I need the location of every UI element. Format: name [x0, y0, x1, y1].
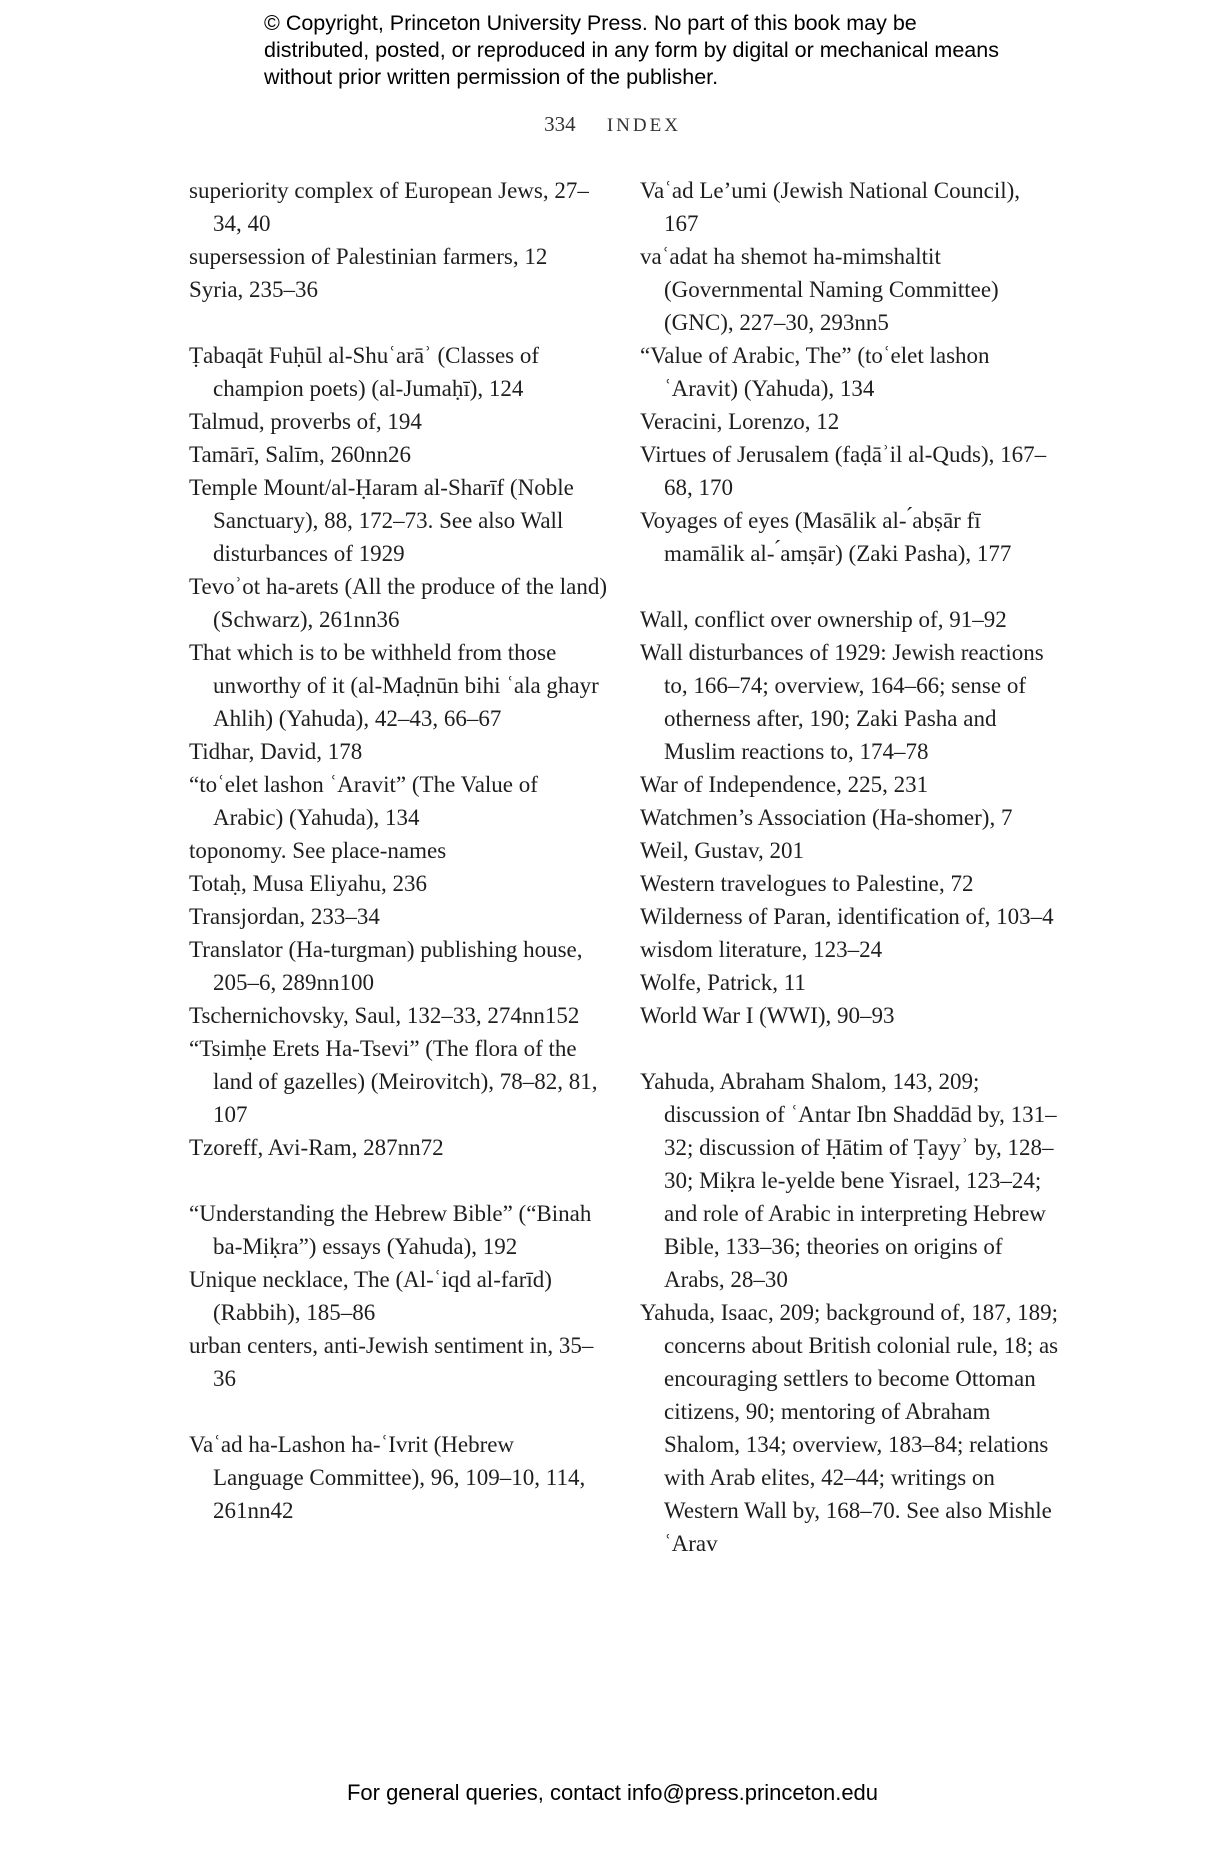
index-entry: Unique necklace, The (Al-ʿiqd al-farīd) (Rabbih), 185–86: [189, 1267, 552, 1325]
index-entry: Talmud, proverbs of, 194: [189, 409, 422, 434]
index-entry: World War I (WWI), 90–93: [640, 1003, 895, 1028]
index-entry: Syria, 235–36: [189, 277, 319, 302]
index-entry: Voyages of eyes (Masālik al- ́abṣār fī mamālik al- ́amṣār) (Zaki Pasha), 177: [640, 508, 1012, 566]
letter-group-gap: [189, 306, 609, 339]
index-entry: urban centers, anti-Jewish sentiment in, 35–36: [189, 1333, 594, 1391]
index-entry: Vaʿad ha-Lashon ha-ʿIvrit (Hebrew Language Committee), 96, 109–10, 114, 261nn42: [189, 1432, 586, 1523]
index-entry: Translator (Ha-turgman) publishing house, 205–6, 289nn100: [189, 937, 583, 995]
index-entry: “Understanding the Hebrew Bible” (“Binah ba-Miḳra”) essays (Yahuda), 192: [189, 1201, 592, 1259]
index-entry: Wall disturbances of 1929: Jewish reactions to, 166–74; overview, 164–66; sense of otherness after, 190; Zaki Pasha and Muslim reactions to, 174–78: [640, 640, 1044, 764]
letter-group-gap: [640, 570, 1060, 603]
index-entry: vaʿadat ha shemot ha-mimshaltit (Governmental Naming Committee) (GNC), 227–30, 293nn5: [640, 244, 999, 335]
index-entry: Tidhar, David, 178: [189, 739, 363, 764]
index-entry: War of Independence, 225, 231: [640, 772, 929, 797]
index-column-right: [640, 174, 1060, 1560]
index-entry: “Tsimḥe Erets Ha-Tsevi” (The flora of the land of gazelles) (Meirovitch), 78–82, 81, 107: [189, 1036, 598, 1127]
index-entry: superiority complex of European Jews, 27–34, 40: [189, 178, 589, 236]
index-entry: Watchmen’s Association (Ha-shomer), 7: [640, 805, 1013, 830]
letter-group-gap: [189, 1395, 609, 1428]
index-entry: toponomy. See place-names: [189, 838, 447, 863]
index-entry: Wilderness of Paran, identification of, 103–4: [640, 904, 1054, 929]
index-entry: Yahuda, Isaac, 209; background of, 187, 189; concerns about British colonial rule, 18; as encouraging settlers to become Ottoman citizens, 90; mentoring of Abraham Shalom, 134; overview, 183–84; relations with Arab elites, 42–44; writings on Western Wall by, 168–70. See also Mishle ʿArav: [640, 1300, 1059, 1556]
letter-group-gap: [640, 1032, 1060, 1065]
footer-contact: For general queries, contact info@press.princeton.edu: [346, 1780, 879, 1805]
index-entry: Temple Mount/al-Ḥaram al-Sharīf (Noble Sanctuary), 88, 172–73. See also Wall disturbances of 1929: [189, 475, 574, 566]
index-entry: Totaḥ, Musa Eliyahu, 236: [189, 871, 427, 896]
letter-group-gap: [189, 1164, 609, 1197]
copyright-notice: © Copyright, Princeton University Press. No part of this book may be distributed, posted, or reproduced in any form by digital or mechanical means without prior written permission of the publisher.: [264, 11, 999, 89]
index-entry: “Value of Arabic, The” (toʿelet lashon ʿAravit) (Yahuda), 134: [640, 343, 990, 401]
index-entry: Ṭabaqāt Fuḥūl al-Shuʿarāʾ (Classes of champion poets) (al-Jumaḥī), 124: [189, 343, 540, 401]
index-entry: Wolfe, Patrick, 11: [640, 970, 806, 995]
index-entry: Tzoreff, Avi-Ram, 287nn72: [189, 1135, 444, 1160]
index-entry: Virtues of Jerusalem (faḍāʾil al-Quds), 167–68, 170: [640, 442, 1047, 500]
index-entry: Tevoʾot ha-arets (All the produce of the land) (Schwarz), 261nn36: [189, 574, 607, 632]
index-entry: wisdom literature, 123–24: [640, 937, 883, 962]
index-entry: That which is to be withheld from those unworthy of it (al-Maḍnūn bihi ʿala ghayr Ahlih) (Yahuda), 42–43, 66–67: [189, 640, 599, 731]
index-entry: Veracini, Lorenzo, 12: [640, 409, 840, 434]
index-entry: Western travelogues to Palestine, 72: [640, 871, 974, 896]
index-entry: Tamārī, Salīm, 260nn26: [189, 442, 411, 467]
page-number: 334: [544, 112, 576, 136]
index-entry: Weil, Gustav, 201: [640, 838, 805, 863]
index-entry: Transjordan, 233–34: [189, 904, 380, 929]
index-entry: supersession of Palestinian farmers, 12: [189, 244, 548, 269]
running-head: [0, 112, 1225, 137]
index-entry: “toʿelet lashon ʿAravit” (The Value of Arabic) (Yahuda), 134: [189, 772, 538, 830]
section-title: INDEX: [606, 115, 681, 136]
index-entry: Tschernichovsky, Saul, 132–33, 274nn152: [189, 1003, 580, 1028]
index-entry: Yahuda, Abraham Shalom, 143, 209; discussion of ʿAntar Ibn Shaddād by, 131–32; discussion of Ḥātim of Ṭayyʾ by, 128–30; Miḳra le-yelde bene Yisrael, 123–24; and role of Arabic in interpreting Hebrew Bible, 133–36; theories on origins of Arabs, 28–30: [640, 1069, 1057, 1292]
index-entry: Vaʿad Le’umi (Jewish National Council), 167: [640, 178, 1021, 236]
index-column-left: [189, 174, 609, 1527]
index-entry: Wall, conflict over ownership of, 91–92: [640, 607, 1007, 632]
